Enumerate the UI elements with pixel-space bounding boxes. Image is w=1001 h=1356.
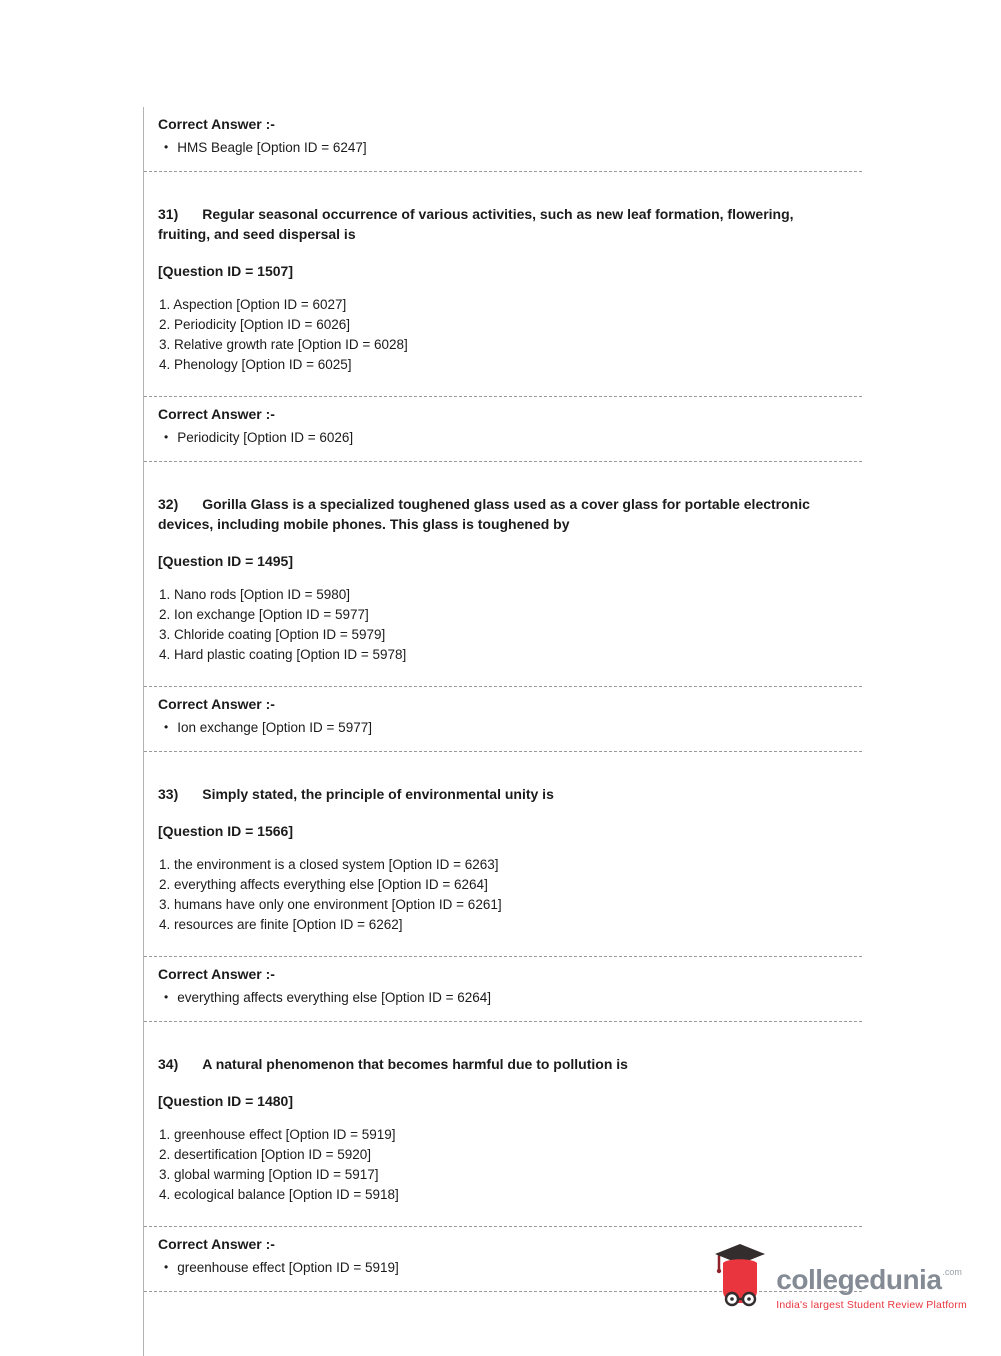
question-number: 32) [158, 495, 179, 512]
question-block [144, 462, 862, 752]
question-text: Gorilla Glass is a specialized toughened glass used as a cover glass for portable electronic devices, including mobile phones. This glass is toughened by [158, 495, 810, 532]
option: 2. Ion exchange [Option ID = 5977] [159, 606, 369, 622]
correct-answer-block [144, 696, 862, 738]
correct-answer-label: Correct Answer :- [158, 695, 275, 712]
correct-answer-text: • HMS Beagle [Option ID = 6247] [164, 139, 848, 158]
question-text: Regular seasonal occurrence of various activities, such as new leaf formation, flowering, fruiting, and seed dispersal is [158, 205, 794, 242]
question-text: A natural phenomenon that becomes harmful due to pollution is [202, 1055, 628, 1072]
question-title [158, 205, 844, 245]
option: 3. Relative growth rate [Option ID = 6028] [159, 337, 408, 353]
correct-answer-label: Correct Answer :- [158, 405, 275, 422]
option: 4. Hard plastic coating [Option ID = 5978] [159, 647, 407, 663]
option: 3. Chloride coating [Option ID = 5979] [159, 627, 386, 642]
question-number: 34) [158, 1055, 179, 1072]
option: 3. humans have only one environment [Option ID = 6261] [159, 897, 502, 913]
options-list [159, 855, 848, 935]
option: 2. Periodicity [Option ID = 6026] [159, 316, 350, 332]
options-list [159, 295, 848, 375]
correct-answer-block [144, 966, 862, 1008]
question-number: 33) [158, 785, 179, 802]
option: 1. the environment is a closed system [Option ID = 6263] [159, 856, 499, 872]
option: 1. greenhouse effect [Option ID = 5919] [159, 1126, 396, 1142]
option: 4. Phenology [Option ID = 6025] [159, 357, 352, 373]
options-list [159, 585, 848, 665]
correct-answer-block [144, 406, 862, 448]
question-id: [Question ID = 1566] [158, 822, 293, 839]
correct-answer-text: • Periodicity [Option ID = 6026] [164, 429, 848, 448]
correct-answer-text: • Ion exchange [Option ID = 5977] [164, 719, 848, 738]
option: 1. Nano rods [Option ID = 5980] [159, 586, 350, 602]
question-id: [Question ID = 1507] [158, 262, 293, 279]
option: 4. ecological balance [Option ID = 5918] [159, 1187, 399, 1203]
question-title [158, 1055, 844, 1075]
question-block [144, 752, 862, 1022]
question-block [144, 172, 862, 462]
question-id: [Question ID = 1495] [158, 552, 293, 569]
option: 3. global warming [Option ID = 5917] [159, 1167, 379, 1183]
correct-answer-text: • everything affects everything else [Option ID = 6264] [164, 989, 848, 1008]
document-content [143, 107, 862, 1356]
question-number: 31) [158, 205, 179, 222]
dashed-divider [144, 956, 862, 957]
option: 1. Aspection [Option ID = 6027] [159, 296, 347, 312]
question-id: [Question ID = 1480] [158, 1092, 293, 1109]
collegedunia-logo-icon [714, 1243, 766, 1315]
brand-name: collegedunia$^{.com}$ [776, 1264, 962, 1295]
collegedunia-footer [714, 1243, 967, 1315]
correct-answer-block [144, 116, 862, 158]
brand-tagline: India's largest Student Review Platform [776, 1299, 967, 1311]
question-title [158, 785, 844, 805]
option: 2. desertification [Option ID = 5920] [159, 1146, 371, 1162]
question-text: Simply stated, the principle of environmental unity is [202, 785, 554, 802]
options-list [159, 1125, 848, 1205]
correct-answer-text: • greenhouse effect [Option ID = 5919] [164, 1259, 848, 1278]
question-title [158, 495, 844, 535]
brand-text-group [776, 1266, 967, 1315]
correct-answer-label: Correct Answer :- [158, 116, 275, 132]
dashed-divider [144, 686, 862, 687]
brand-suffix: .com [942, 1267, 962, 1277]
correct-answer-label: Correct Answer :- [158, 1236, 275, 1253]
dashed-divider [144, 1226, 862, 1227]
option: 2. everything affects everything else [Option ID = 6264] [159, 876, 488, 892]
option: 4. resources are finite [Option ID = 6262] [159, 917, 403, 933]
correct-answer-label: Correct Answer :- [158, 965, 275, 982]
dashed-divider [144, 396, 862, 397]
